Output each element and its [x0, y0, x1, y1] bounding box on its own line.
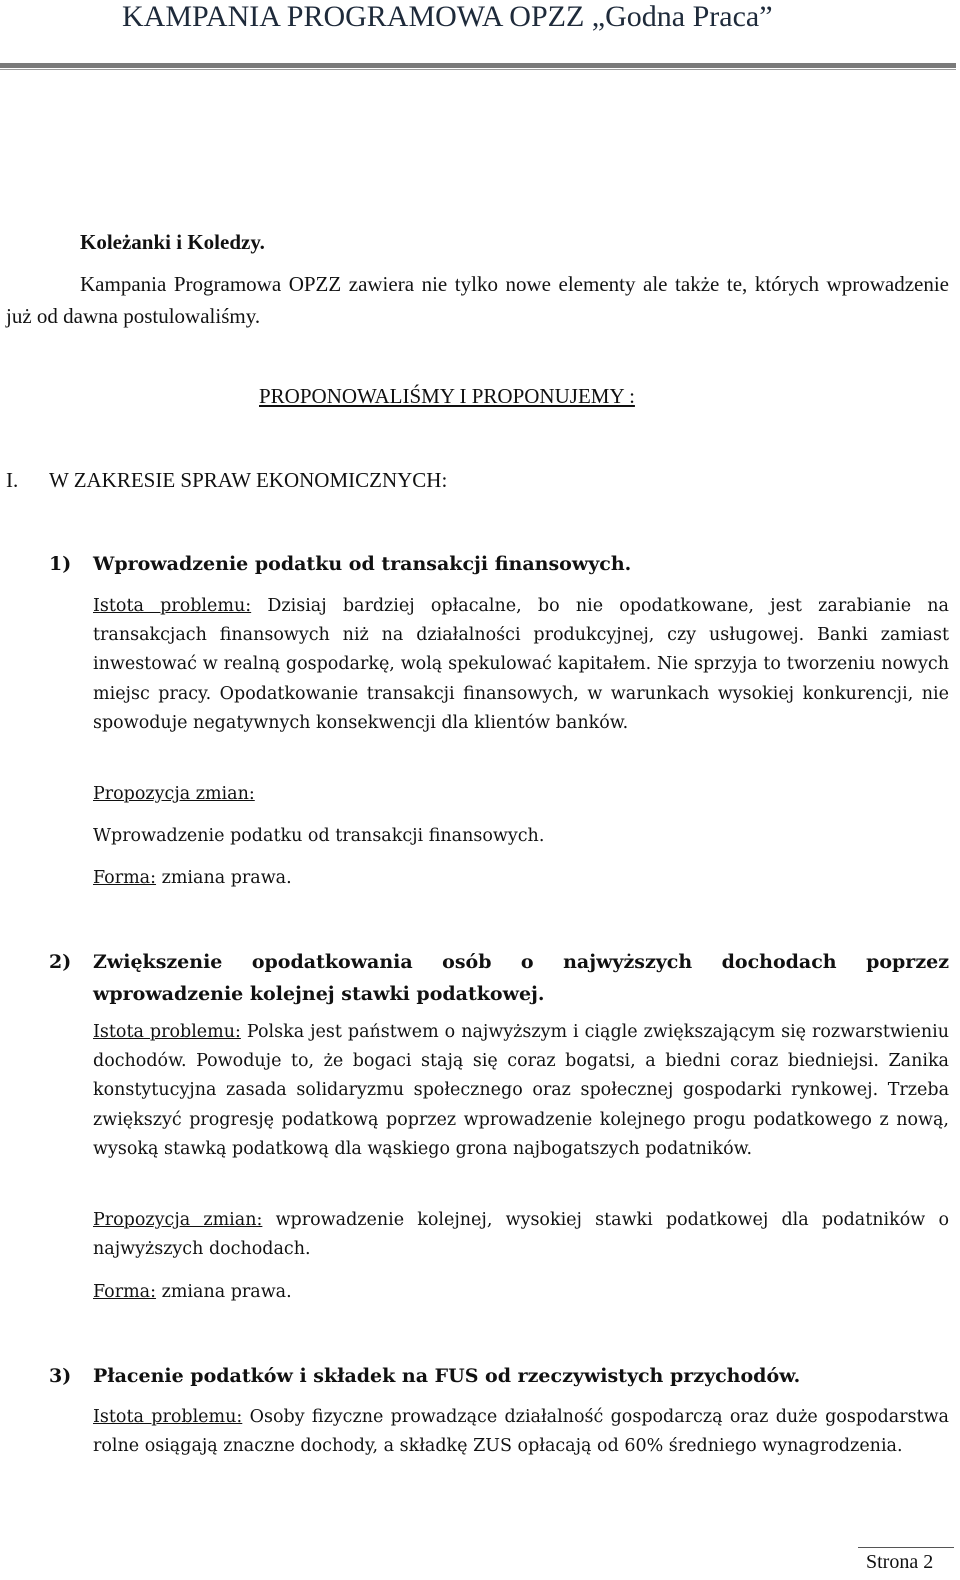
item-1-proposal-label: Propozycja zmian:: [93, 784, 255, 804]
footer-rule: [858, 1547, 954, 1548]
item-3-title: Płacenie podatków i składek na FUS od rzeczywistych przychodów.: [93, 1365, 801, 1387]
greeting: Koleżanki i Koledzy.: [80, 230, 265, 254]
form-text: zmiana prawa.: [161, 868, 292, 888]
intro-paragraph: Kampania Programowa OPZZ zawiera nie tylko nowe elementy ale także te, których wprowadzenie już od dawna postulowaliśmy.: [6, 272, 949, 328]
problem-label: Istota problemu:: [93, 1407, 243, 1427]
item-1-title: Wprowadzenie podatku od transakcji finansowych.: [93, 553, 632, 575]
proposal-label: Propozycja zmian:: [93, 1210, 263, 1230]
header-rule-thick: [0, 63, 956, 68]
header-rule-thin: [0, 69, 956, 70]
item-1-problem: [93, 592, 949, 738]
item-1-proposal-text: Wprowadzenie podatku od transakcji finansowych.: [93, 826, 545, 846]
item-2-form: [93, 1278, 949, 1307]
problem-text: Osoby fizyczne prowadzące działalność gospodarczą oraz duże gospodarstwa rolne osiągają znaczne dochody, a składkę ZUS opłacają od 60% średniego wynagrodzenia.: [93, 1407, 949, 1457]
proposals-heading: PROPONOWALIŚMY I PROPONUJEMY :: [259, 384, 635, 408]
form-label: Forma:: [93, 868, 157, 888]
item-1-form: [93, 864, 949, 893]
problem-text: Polska jest państwem o najwyższym i ciągle zwiększającym się rozwarstwieniu dochodów. Powoduje to, że bogaci stają się coraz bogatsi, a biedni coraz biedniejsi. Zanika konstytucyjna zasada solidaryzmu społecznego oraz społecznej gospodarki rynkowej. Trzeba zwiększyć progresję podatkową poprzez wprowadzenie kolejnego progu podatkowego z nową, wysoką stawką podatkową dla wąskiego grona najbogatszych podatników.: [93, 1022, 949, 1159]
item-2-problem: [93, 1018, 949, 1164]
item-3-problem: [93, 1403, 949, 1461]
item-2-number: 2): [49, 951, 72, 973]
item-1-number: 1): [49, 553, 72, 575]
item-3-number: 3): [49, 1365, 72, 1387]
form-label: Forma:: [93, 1282, 157, 1302]
section-title: W ZAKRESIE SPRAW EKONOMICZNYCH:: [49, 468, 448, 492]
problem-label: Istota problemu:: [93, 596, 252, 616]
problem-text: Dzisiaj bardziej opłacalne, bo nie opodatkowane, jest zarabianie na transakcjach finansowych niż na działalności produkcyjnej, czy usługowej. Banki zamiast inwestować w realną gospodarkę, wolą spekulować kapitałem. Nie sprzyja to tworzeniu nowych miejsc pracy. Opodatkowanie transakcji finansowych, w warunkach wysokiej konkurencji, nie spowoduje negatywnych konsekwencji dla klientów banków.: [93, 596, 949, 733]
problem-label: Istota problemu:: [93, 1022, 241, 1042]
item-2-title: Zwiększenie opodatkowania osób o najwyższych dochodach poprzez wprowadzenie kolejnej stawki podatkowej.: [93, 951, 949, 1005]
page-number: Strona 2: [866, 1551, 934, 1573]
document-header-title: KAMPANIA PROGRAMOWA OPZZ „Godna Praca”: [122, 0, 773, 33]
form-text: zmiana prawa.: [161, 1282, 292, 1302]
section-number: I.: [6, 468, 19, 492]
proposal-text: wprowadzenie kolejnej, wysokiej stawki podatkowej dla podatników o najwyższych dochodach.: [93, 1210, 949, 1260]
item-2-proposal: [93, 1206, 949, 1264]
